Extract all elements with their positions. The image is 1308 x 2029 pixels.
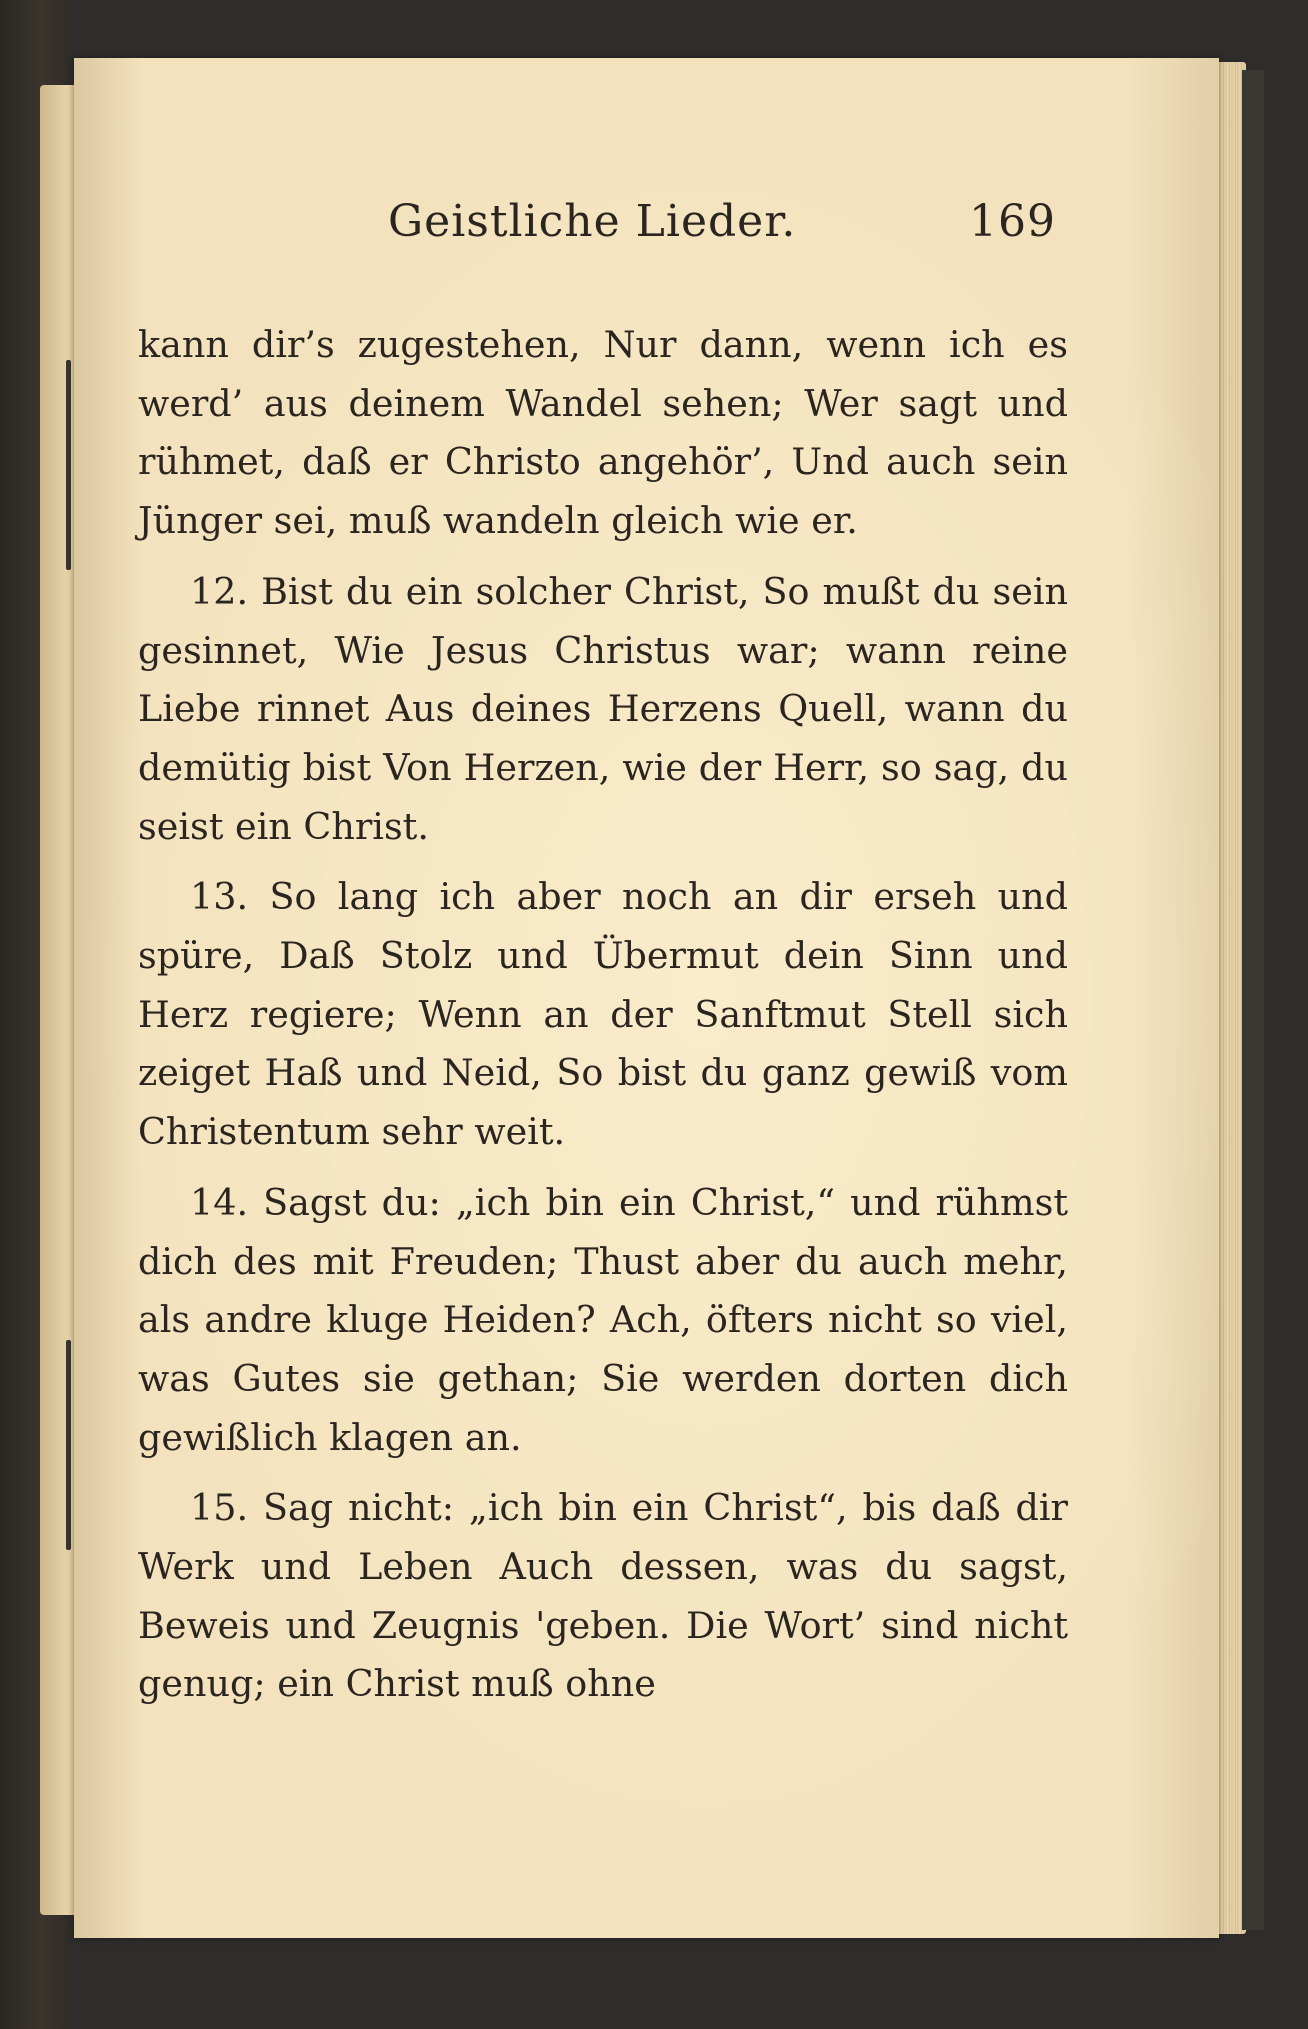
stanza-number: 13. (190, 875, 249, 919)
stanza-text: So lang ich aber noch an dir erseh und spüre, Daß Stolz und Übermut dein Sinn und Herz regiere; Wenn an der Sanftmut Stell sich zeiget Haß und Neid, So bist du ganz gewiß vom Christentum sehr weit. (138, 875, 1069, 1154)
stanza-number: 12. (190, 569, 249, 613)
stanza-13 (138, 868, 1068, 1162)
stanza-text: kann dir’s zugestehen, Nur dann, wenn ich es werd’ aus deinem Wandel sehen; Wer sagt und rühmet, daß er Christo angehör’, Und auch sein Jünger sei, muß wandeln gleich wie er. (138, 323, 1068, 543)
stanza-text: Sag nicht: „ich bin ein Christ“, bis daß dir Werk und Leben Auch dessen, was du sagst, Beweis und Zeugnis 'geben. Die Wort’ sind nicht genug; ein Christ muß ohne (138, 1486, 1068, 1706)
stanza-12 (138, 563, 1068, 857)
stanza-15 (138, 1479, 1068, 1714)
stanza-number: 15. (190, 1486, 249, 1530)
stanza-14 (138, 1174, 1068, 1468)
stanza-text: Bist du ein solcher Christ, So mußt du sein gesinnet, Wie Jesus Christus war; wann reine Liebe rinnet Aus deines Herzens Quell, wann du demütig bist Von Herzen, wie der Herr, so sag, du seist ein Christ. (138, 569, 1068, 848)
stanza-number: 14. (190, 1180, 249, 1224)
stanza-continuation (138, 316, 1068, 551)
stanza-text: Sagst du: „ich bin ein Christ,“ und rühmst dich des mit Freuden; Thust aber du auch mehr, als andre kluge Heiden? Ach, öfters nicht so viel, was Gutes sie gethan; Sie werden dorten dich gewißlich klagen an. (138, 1180, 1068, 1459)
page-header (140, 196, 1060, 266)
page-number: 169 (969, 196, 1056, 247)
gutter-shadow-mark (66, 360, 71, 570)
page-body (138, 316, 1068, 1726)
cover-back-edge (1242, 70, 1264, 1930)
gutter-shadow-mark (66, 1340, 71, 1550)
running-title: Geistliche Lieder. (388, 196, 797, 247)
